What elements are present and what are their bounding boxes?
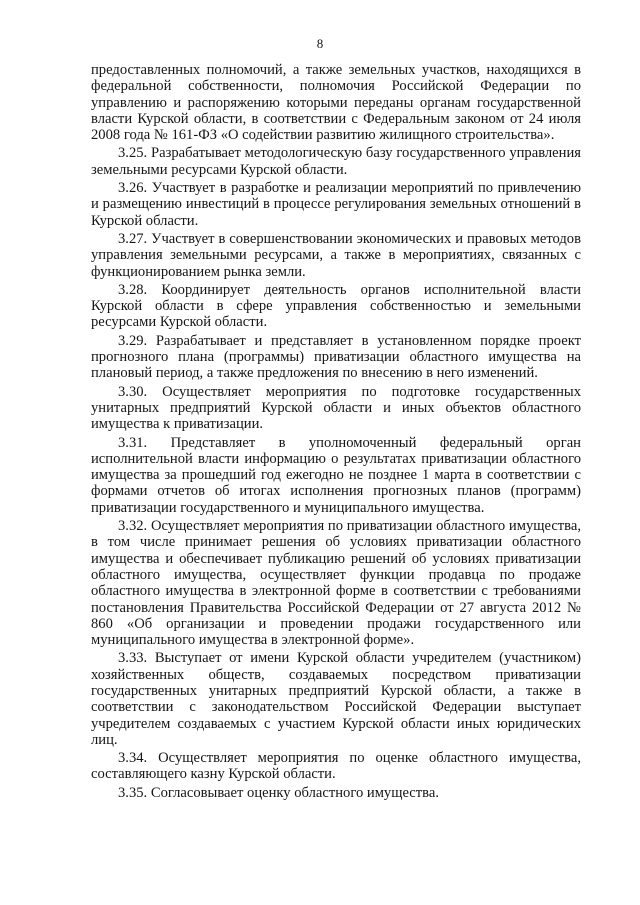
paragraph: 3.33. Выступает от имени Курской области учредителем (участником) хозяйственных обществ, создаваемых посредством приватизации государственных унитарных предприятий Курской области, а также в соответствии с законодательством Российской Федерации выступает учредителем создаваемых с участием Курской области иных юридических лиц. [91,650,581,748]
page-number: 8 [316,36,324,51]
paragraph: 3.27. Участвует в совершенствовании экономических и правовых методов управления земельными ресурсами, а также в мероприятиях, связанных с функционированием рынка земли. [91,230,581,280]
paragraph: 3.31. Представляет в уполномоченный федеральный орган исполнительной власти информацию о результатах приватизации областного имущества за прошедший год ежегодно не позднее 1 марта в соответствии с формами отчетов об итогах исполнения прогнозных планов (программ) приватизации государственного и муниципального имущества. [91,434,581,516]
paragraph: 3.30. Осуществляет мероприятия по подготовке государственных унитарных предприятий Курской области и иных объектов областного имущества к приватизации. [91,383,581,433]
paragraph: 3.35. Согласовывает оценку областного имущества. [118,784,439,801]
paragraph: 3.28. Координирует деятельность органов исполнительной власти Курской области в сфере управления собственностью и земельными ресурсами Курской области. [91,281,581,331]
paragraph: 3.26. Участвует в разработке и реализации мероприятий по привлечению и размещению инвестиций в процессе регулирования земельных отношений в Курской области. [91,180,581,229]
paragraph: предоставленных полномочий, а также земельных участков, находящихся в федеральной собственности, полномочия Российской Федерации по управлению и распоряжению которыми переданы органам государственной власти Курской области, в соответствии с Федеральным законом от 24 июля 2008 года № 161-ФЗ «О содействии развитию жилищного строительства». [91,62,581,144]
paragraph: 3.34. Осуществляет мероприятия по оценке областного имущества, составляющего казну Курской области. [91,750,581,783]
paragraph: 3.32. Осуществляет мероприятия по приватизации областного имущества, в том числе принимает решения об условиях приватизации областного имущества и обеспечивает публикацию решений об условиях приватизации областного имущества, осуществляет функции продавца по продаже областного имущества в электронной форме в соответствии с требованиями постановления Правительства Российской Федерации от 27 августа 2012 № 860 «Об организации и проведении продажи государственного или муниципального имущества в электронной форме». [91,518,581,649]
paragraph: 3.25. Разрабатывает методологическую базу государственного управления земельными ресурсами Курской области. [91,145,581,178]
document-body [91,62,581,803]
paragraph: 3.29. Разрабатывает и представляет в установленном порядке проект прогнозного плана (программы) приватизации областного имущества на плановый период, а также предложения по внесению в него изменений. [91,332,581,382]
